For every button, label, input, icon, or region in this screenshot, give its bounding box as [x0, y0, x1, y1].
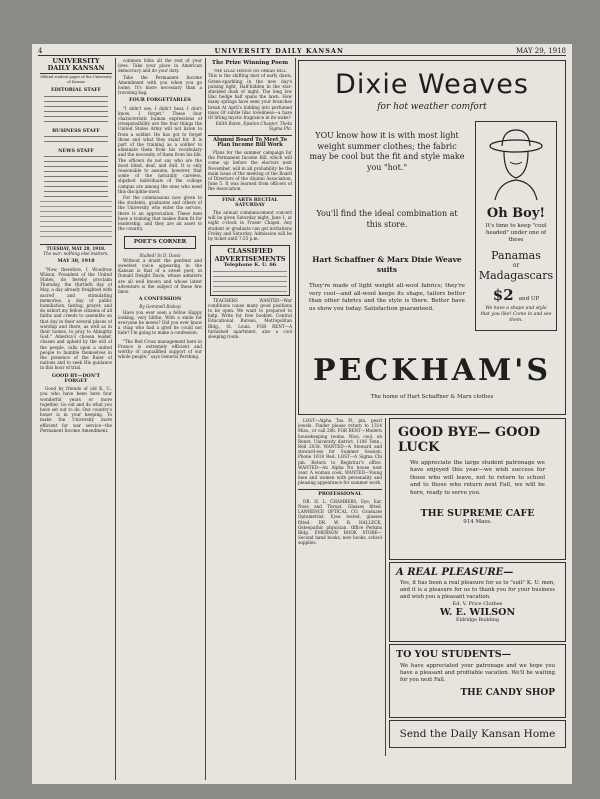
subscription-notice	[40, 201, 112, 241]
man-in-hat-illustration	[477, 122, 555, 202]
wilson-building: Eldridge Building	[456, 618, 499, 624]
confession-byline: By Gemmell Bishop	[139, 304, 181, 310]
column-three	[208, 58, 292, 780]
editorial-staff-heading: EDITORIAL STAFF	[50, 87, 102, 94]
supreme-cafe-ad	[389, 418, 566, 560]
fine-arts-body: The annual commencement concert will be given Saturday night, June 1, at eight o'clock in Fraser Chapel. Any student or graduate can get invitations Friday and Saturday. Admission will be by ticket until 7:55 p.m.	[208, 210, 292, 242]
classified-body: TEACHERS WANTED—War conditions cause many good positions to be open. We want to prepared to help. Write for free booklet. Central Educational Bureau, Metropolitan Bldg., St. Louis. FOR RENT—A furnished apartment, also a cool sleeping room.	[208, 297, 292, 339]
hat-ad-box	[475, 121, 557, 331]
red-cross-quote: "The Red Cross management here in France is extremely efficient and worthy of unqualified support of our whole people," says General Pershing.	[118, 338, 202, 360]
column-editorial	[40, 58, 112, 780]
newspaper-page	[32, 44, 572, 784]
classified-box	[210, 245, 290, 295]
professional-listings: DR. H. L. CHAMBERS, Eye, Ear, Nose and Throat. Glasses fitted. LAWRENCE OPTICAL CO. Graduate Optometrist. Eyes tested, glasses fitted. DR. W. R. HALLECK, Osteopathic physician. Office Perkins Bldg. EMERSON BOOK STORE—Second hand books, new books, school supplies.	[298, 498, 382, 546]
classified-phone: Telephone K. U. 66	[223, 262, 277, 269]
wilson-body: Yes, it has been a real pleasure for us to "suit" K. U. men, and it is a pleasure for us to thank you for your business and wish you a pleasant vacation.	[400, 580, 555, 600]
article-body-forgettables: "I didn't see, I didn't hear, I don't know, I forget." These four characteristic human expressions of irresponsibility are the four things the United States Army will not listen to from a soldier. He has got to forget those and what they stand for. It is part of the training as a soldier to eliminate them from his vocabulary and the necessity of them from his life. The officers do not say who are the most blind, deaf, and dull. It is only reasonable to assume, however, that some of the naturally careless, slipshod individuals of the college campus are among the ones who need this discipline most.	[118, 105, 202, 194]
intro-text-2: Take the Permanent Income Amendment with you when you go home. It's more necessary than a traveling bag.	[118, 74, 202, 96]
supreme-body: We appreciate the large student patronage we have enjoyed this year—we wish success for those who will leave, not to return to school and to those who return next Fall, we will be here, ready to serve you.	[410, 460, 545, 496]
column-two	[118, 58, 202, 780]
or-label: or	[512, 262, 520, 269]
poets-corner-heading: POET'S CORNER	[124, 236, 196, 249]
candy-shop-ad	[389, 644, 566, 718]
send-home-ad	[389, 720, 566, 748]
dixie-title: Dixie Weaves	[335, 69, 529, 100]
issue-date: TUESDAY, MAY 28, 1918.	[40, 244, 112, 251]
wilson-ad	[389, 562, 566, 642]
peckhams-name: PECKHAM'S	[312, 353, 552, 388]
motto: The war: nothing else matters.	[43, 251, 109, 257]
business-staff-list	[44, 136, 108, 146]
hat-note: We have a shape and style that you like! Come in and see them.	[480, 306, 552, 323]
prize-poem-body: This is the shifting mist of early dawn, Green-sparkling in the new day's pulsing light, Half-hidden in the star-shielded dusk of night, The long low lilac hedge half spans the lawn. How many springs have seen your branches break At April's bidding into perfumed mass Of subtle lilac loveliness—a haze Of lifting mystic fragrance in its wake?	[208, 73, 292, 121]
candy-heading: TO YOU STUDENTS—	[396, 649, 512, 660]
wilson-heading: A REAL PLEASURE—	[396, 567, 514, 578]
peckhams-tagline: The home of Hart Schaffner & Marx clothes	[370, 394, 494, 400]
paper-title: UNIVERSITY DAILY KANSAN	[214, 46, 344, 55]
article-heading-may30: MAY 30, 1918	[57, 258, 95, 265]
page-number: 4	[38, 46, 43, 55]
page-date: MAY 29, 1918	[516, 46, 566, 55]
dixie-weaves-ad	[298, 60, 566, 415]
intro-text: common folks all the rest of your lives. Take your place in American democracy and do your duty.	[118, 58, 202, 74]
news-staff-heading: NEWS STAFF	[58, 147, 94, 154]
prize-poem-subtitle: THE LILAC HEDGE ON OREAD HILL	[213, 68, 287, 74]
article-heading-goodby: GOOD BY—DON'T FORGET	[51, 372, 101, 384]
article-body-commissions: For the commissions now given to the students, graduates and others of the University who enter the service, there is an appreciation. These men have a training that makes them fit for leadership, and they are an asset to the country.	[118, 195, 202, 232]
confession-body: Have you ever seen a fellow Happy looking, very blithe, With a smile for everyone he meets? Did you ever know a chap who had a grief he could not hide? I'm going to make a confession.	[118, 309, 202, 336]
column-rule	[115, 58, 116, 780]
hat-price: $2	[492, 286, 514, 304]
oh-boy-text: It's time to keep "cool headed" under one of these	[485, 223, 547, 243]
candy-name: THE CANDY SHOP	[460, 688, 555, 698]
dixie-brand: Hart Schaffner & Marx Dixie Weave suits	[312, 255, 462, 274]
article-body-may30: "Now, therefore, I, Woodrow Wilson, President of the United States, do hereby proclaim Thursday, the thirtieth day of May, a day already freighted with sacred and stimulating memories, a day of public humiliation, fasting, prayer, and do exhort my fellow citizens of all faiths and creeds to assemble on that day in their several places of worship and there, as well as in their homes, to pray to Almighty God." America's chosen leader, chosen and upheld by the will of the people, calls upon a united people to humble themselves in the presence of the Ruler of nations and to seek His guidance in this hour of trial.	[40, 266, 112, 371]
alumni-body: Plans for the summer campaign for the Permanent Income Bill, which will come up before the electors next November, will in all probability be the main issue of the meeting of the Board of Directors of the Alumni Association, June 5. It was learned from officers of the Association.	[208, 150, 292, 192]
panamas-label: Panamas	[491, 249, 541, 262]
confession-heading: A CONFESSION	[138, 296, 182, 303]
supreme-name: THE SUPREME CAFE	[420, 508, 535, 520]
classified-rates	[213, 271, 287, 293]
article-body-goodby: Good by friends of old K. U., you who have been here four wonderful years or more together. Go out and do what you have set out to do. Our country's honor is in your keeping. To make the University more efficient for war service—the Permanent Income Amendment.	[40, 386, 112, 433]
dixie-body-2: You'll find the ideal combination at this store.	[316, 209, 458, 229]
column-rule	[205, 58, 206, 780]
prize-poem-heading: The Prize Winning Poem	[211, 60, 289, 66]
article-heading-forgettables: FOUR FORGETTABLES	[129, 97, 191, 104]
wilson-name: W. E. WILSON	[439, 607, 516, 619]
alumni-heading: Alumni Board To Meet To Plan Income Bill Work	[208, 135, 292, 148]
candy-body: We have appreciated your patronage and we hope you have a pleasant and profitable vacation. We'll be waiting for you next Fall.	[400, 663, 555, 683]
dixie-body: YOU know how it is with most light weight summer clothes; the fabric may be cool but the fit and style make you "hot."	[309, 131, 465, 172]
page-masthead	[38, 46, 566, 56]
wilson-sub: Ed. V. Price Clothes	[452, 601, 503, 608]
professional-heading: PROFESSIONAL	[298, 489, 382, 497]
news-staff-list	[44, 156, 108, 198]
dixie-subtitle: for hot weather comfort	[377, 102, 487, 112]
prize-poem-byline: Edith Bolen, Epsilon Chapter, Theta Sigma Phi.	[215, 121, 292, 132]
nameplate: UNIVERSITY DAILY KANSAN	[40, 58, 112, 74]
business-staff-heading: BUSINESS STAFF	[52, 127, 100, 134]
lost-found-listings: LOST—Alpha Tau Pi, pin, pearl jewels. Finder please return to 1314 Miss., or call 288. FOR RENT—Modern housekeeping rooms. Nice, cool, on Renet. University district. 1106 Tenn., Bell 2038. WANTED—A Steward and steward-ess for Summer Session. Phone 1618 Red. LOST—A Sigma Chi pin. Return to Registrar's office. WANTED—An Alpha Nu house next year. A woman cook. WANTED—Young men and women with personality and pleasing appearance for summer work.	[298, 418, 382, 486]
column-rule	[385, 418, 386, 756]
poem-body: Without a doubt the gentlest and sweetest voice appearing in the Kansan is that of a sweet poet, in Donald Dwight Davis, whose admirers are all well known and whose latest adventure is the subject of these few lines.	[118, 257, 202, 294]
classified-heading: CLASSIFIED ADVERTISEMENTS	[214, 247, 286, 263]
hat-price-suffix: and UP	[518, 296, 540, 302]
supreme-heading: GOOD BYE— GOOD LUCK	[398, 425, 541, 455]
oh-boy-heading: Oh Boy!	[486, 206, 546, 221]
column-rule	[295, 58, 296, 780]
send-home-text: Send the Daily Kansan Home	[399, 728, 556, 740]
editorial-staff-list	[44, 96, 108, 126]
poem-title: Stalled! In D. Davis	[139, 252, 181, 258]
column-classified-middle	[298, 418, 382, 756]
madagascars-label: Madagascars	[478, 269, 554, 282]
supreme-address: 914 Mass.	[463, 519, 492, 526]
dixie-description: They're made of light weight all-wool fabrics; they're very cool—and all-wool keeps its shape, tailors better than other fabrics and the style is there. Better have us show you today. Satisfaction guaranteed.	[309, 283, 465, 312]
nameplate-subtitle: Official student paper of the University of Kansas	[40, 75, 112, 85]
fine-arts-heading: FINE ARTS RECITAL SATURDAY	[208, 195, 292, 208]
